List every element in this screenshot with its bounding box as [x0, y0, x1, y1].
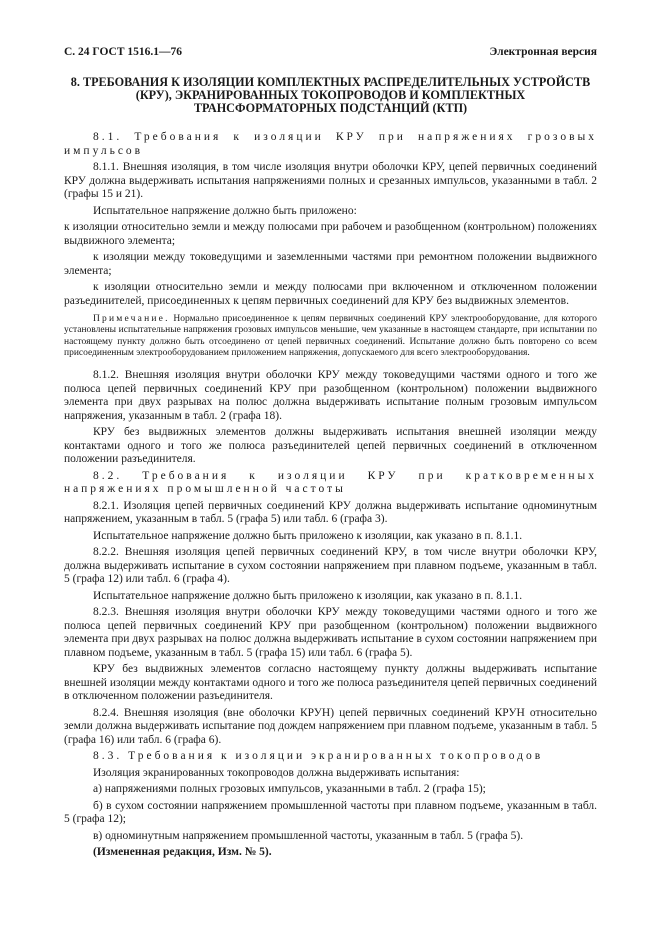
- paragraph-8-3-b: б) в сухом состоянии напряжением промышленной частоты при плавном подъеме, указанным в табл. 5 (графа 12);: [64, 799, 597, 826]
- paragraph-8-1-2: 8.1.2. Внешняя изоляция внутри оболочки КРУ между токоведущими частями одного и того же полюса цепей первичных соединений КРУ при разобщенном (контрольном) положении выдвижного элемента при двух разрывах на полюс должна выдерживать испытание полным грозовым импульсом напряжения, указанным в табл. 2 (графа 18).: [64, 369, 597, 422]
- subsection-heading-8-3: 8.3. Требования к изоляции экранированных токопроводов: [93, 750, 544, 763]
- paragraph-8-2-3: 8.2.3. Внешняя изоляция внутри оболочки КРУ между токоведущими частями одного и того же полюса цепей первичных соединений КРУ при разобщенном (контрольном) положении выдвижного элемента при двух разрывах на полюс должна выдерживать испытание в сухом состоянии напряжением при плавном подъеме, указанным в табл. 5 (графа 15) или табл. 6 (графа 5).: [64, 606, 597, 659]
- paragraph-8-1-1: 8.1.1. Внешняя изоляция, в том числе изоляция внутри оболочки КРУ, цепей первичных соединений КРУ должна выдерживать испытания напряжениями полных и срезанных импульсов, указанными в табл. 2 (графы 15 и 21).: [64, 161, 597, 200]
- subsection-heading-8-2: 8.2. Требования к изоляции КРУ при кратковременных напряжениях промышленной частоты: [64, 469, 597, 496]
- page-header: [64, 46, 597, 62]
- title-line-1: 8. ТРЕБОВАНИЯ К ИЗОЛЯЦИИ КОМПЛЕКТНЫХ РАСПРЕДЕЛИТЕЛЬНЫХ УСТРОЙСТВ: [70, 75, 591, 89]
- subsection-heading-8-1: 8.1. Требования к изоляции КРУ при напряжениях грозовых импульсов: [64, 131, 597, 157]
- paragraph-applied: Испытательное напряжение должно быть приложено:: [93, 204, 357, 217]
- header-right: Электронная версия: [489, 46, 597, 58]
- paragraph-8-3-c: в) одноминутным напряжением промышленной частоты, указанным в табл. 5 (графа 5).: [93, 829, 524, 842]
- paragraph-8-3-a: а) напряжениями полных грозовых импульсов, указанными в табл. 2 (графа 15);: [93, 783, 486, 796]
- paragraph-8-2-2-b: Испытательное напряжение должно быть приложено к изоляции, как указано в п. 8.1.1.: [93, 589, 523, 602]
- paragraph-list-2: к изоляции между токоведущими и заземленными частями при ремонтном положении выдвижного элемента;: [64, 251, 597, 277]
- note-text: Нормально присоединенное к цепям первичных соединений КРУ электрооборудование, для которого установлены испытательные напряжения грозовых импульсов меньшие, чем указанные в настоящем стандарте, при испытании по настоящему пункту должно быть отсоединено от цепей первичных соединений. Испытание должно быть повторено со всем присоединенным электрооборудованием приложением напряжения, допускаемого для всего электрооборудования.: [64, 314, 597, 358]
- paragraph-8-3-intro: Изоляция экранированных токопроводов должна выдерживать испытания:: [93, 766, 460, 779]
- section-title: [64, 76, 597, 115]
- title-line-3: ТРАНСФОРМАТОРНЫХ ПОДСТАНЦИЙ (КТП): [193, 101, 468, 115]
- note-label: Примечание.: [93, 314, 170, 324]
- paragraph-8-2-3-b: КРУ без выдвижных элементов согласно настоящему пункту должны выдерживать испытание внешней изоляции между контактами одного и того же полюса разъединителя цепей первичных соединений в отключенном положении разъединителя.: [64, 663, 597, 703]
- paragraph-list-1: к изоляции относительно земли и между полюсами при рабочем и разобщенном (контрольном) положениях выдвижного элемента;: [64, 221, 597, 247]
- note: [64, 314, 597, 359]
- revision-note: (Измененная редакция, Изм. № 5).: [93, 846, 272, 859]
- paragraph-8-2-4: 8.2.4. Внешняя изоляция (вне оболочки КРУН) цепей первичных соединений КРУН относительно земли должна выдерживать испытание под дождем напряжением при плавном подъеме, указанным в табл. 5 (графа 16) или табл. 6 (графа 6).: [64, 706, 597, 746]
- document-body: [64, 131, 597, 863]
- paragraph-8-2-1: 8.2.1. Изоляция цепей первичных соединений КРУ должна выдерживать испытание одноминутным напряжением, указанным в табл. 5 (графа 5) или табл. 6 (графа 3).: [64, 499, 597, 526]
- paragraph-8-2-2: 8.2.2. Внешняя изоляция цепей первичных соединений КРУ, в том числе внутри оболочки КРУ, должна выдерживать испытание в сухом состоянии напряжением при плавном подъеме, указанным в табл. 5 (графа 12) или табл. 6 (графа 4).: [64, 546, 597, 586]
- title-line-2: (КРУ), ЭКРАНИРОВАННЫХ ТОКОПРОВОДОВ И КОМПЛЕКТНЫХ: [135, 88, 526, 102]
- header-left: С. 24 ГОСТ 1516.1—76: [64, 46, 183, 58]
- paragraph-8-2-1-b: Испытательное напряжение должно быть приложено к изоляции, как указано в п. 8.1.1.: [93, 529, 523, 542]
- paragraph-list-3: к изоляции относительно земли и между полюсами при включенном и отключенном положении разъединителей, присоединенных к цепям первичных соединений для КРУ без выдвижных элементов.: [64, 281, 597, 307]
- paragraph-8-1-2-b: КРУ без выдвижных элементов должны выдерживать испытания внешней изоляции между контактами одного и того же полюса разъединителей цепей первичных соединений в отключенном положении разъединителя.: [64, 426, 597, 466]
